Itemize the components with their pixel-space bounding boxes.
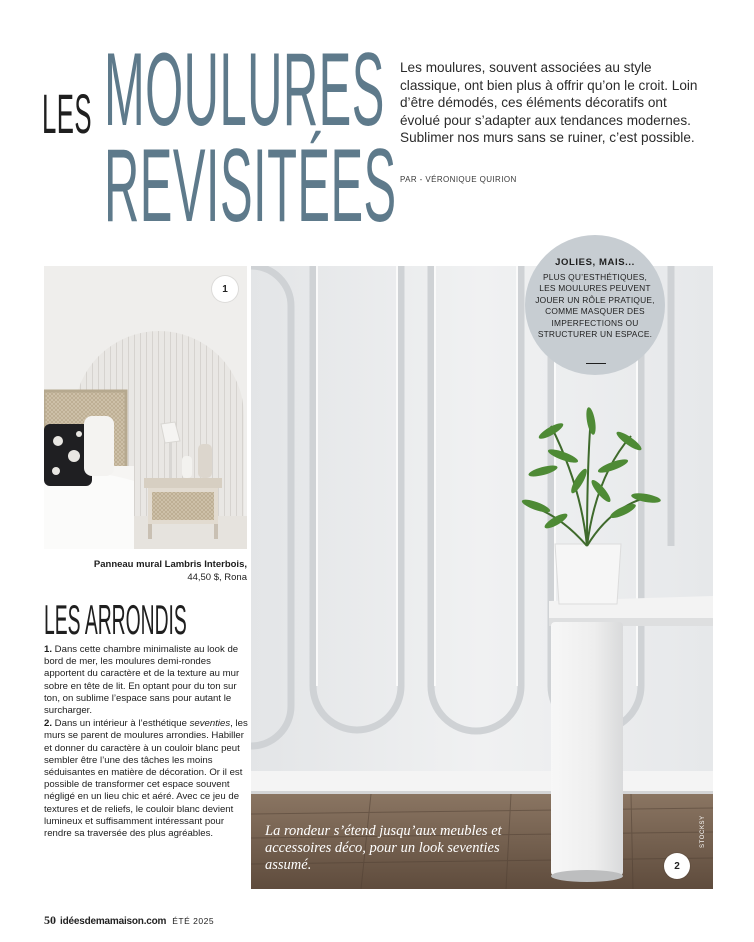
- photo1-caption-price: 44,50 $, Rona: [187, 572, 247, 583]
- footer-site: idéesdemamaison.com: [60, 916, 167, 927]
- photo-number-badge: 1: [212, 276, 238, 302]
- intro-paragraph: Les moulures, souvent associées au style classique, ont bien plus à offrir qu’on le croit. Loin d’être démodés, ces éléments décoratifs ont évolué pour s’adapter aux tendances modernes. Sublimer nos murs sans se ruiner, c’est possible.: [400, 60, 698, 145]
- title-line-2: REVISITÉES: [104, 128, 397, 244]
- paragraph-2-italic: seventies: [189, 718, 231, 730]
- byline: PAR - VÉRONIQUE QUIRION: [400, 175, 517, 184]
- paragraph-1-number: 1.: [44, 644, 53, 655]
- paragraph-1-text: Dans cette chambre minimaliste au look de bord de mer, les moulures demi-rondes apportent du caractère et de la texture au mur sobre en tête de lit. En optant pour du ton sur ton, on sublime l’espace sans pour autant le surcharger.: [44, 644, 240, 717]
- photo-credit: STOCKSY: [700, 815, 706, 848]
- pull-quote: La rondeur s’étend jusqu’aux meubles et accessoires déco, pour un look seventies assumé.: [265, 823, 502, 873]
- callout-circle: [525, 235, 665, 375]
- page-footer: [44, 913, 214, 928]
- photo-number-badge: 2: [664, 853, 690, 879]
- paragraph-2-text-a: Dans un intérieur à l’esthétique: [52, 718, 190, 730]
- hallway-illustration: [251, 266, 713, 889]
- paragraph-1: [44, 644, 252, 717]
- paragraph-2-number: 2.: [44, 718, 53, 730]
- callout-text: PLUS QU’ESTHÉTIQUES, LES MOULURES PEUVENT JOUER UN RÔLE PRATIQUE, COMME MASQUER DES IMPERFECTIONS OU STRUCTURER UN ESPACE.: [535, 272, 655, 340]
- paragraph-2: [44, 718, 252, 840]
- footer-issue: ÉTÉ 2025: [172, 916, 215, 926]
- section-body: [44, 644, 252, 841]
- title-prefix: LES: [42, 82, 93, 145]
- bedroom-illustration: [44, 266, 247, 549]
- hallway-photo: [251, 266, 713, 889]
- photo1-caption-product: Panneau mural Lambris Interbois,: [93, 559, 247, 570]
- callout-title: JOLIES, MAIS...: [555, 257, 635, 268]
- section-heading: LES ARRONDIS: [44, 596, 187, 643]
- paragraph-2-text-b: , les murs se parent de moulures arrondies. Habiller et donner du caractère à un couloir blanc peut sembler être l’une des tâches les moins séduisantes en matière de décoration. Or il est possible de transformer cet espace souvent négligé en un lieu chic et aéré. Avec ce jeu de textures et de reliefs, le couloir blanc devient lumineux et suffisamment intéressant pour rendre sa traversée des plus agréables.: [44, 718, 248, 840]
- callout-divider: [586, 363, 606, 364]
- page-number: 50: [44, 913, 56, 927]
- bedroom-photo: [44, 266, 247, 549]
- title-line-1: MOULURES: [104, 32, 385, 148]
